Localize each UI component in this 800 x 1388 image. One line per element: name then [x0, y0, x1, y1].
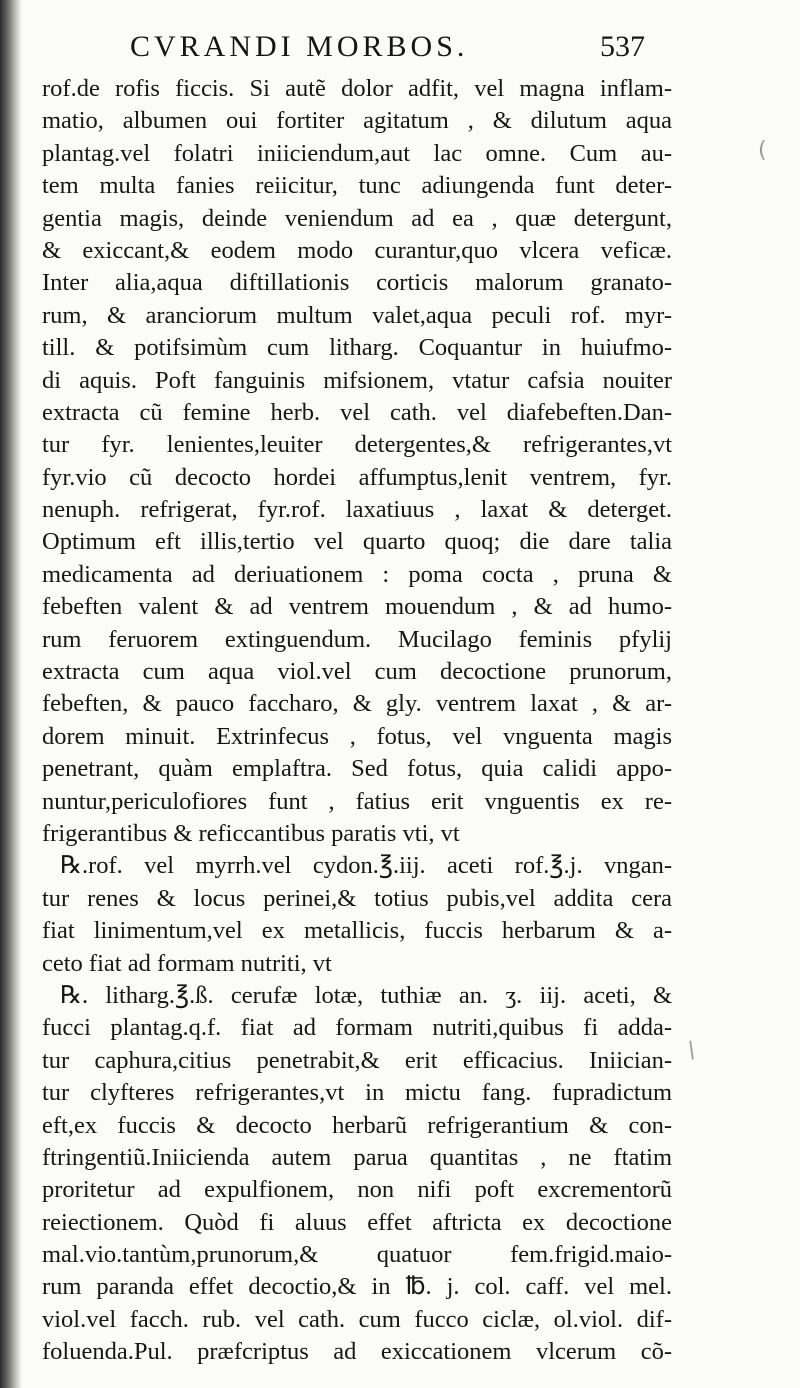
text-line: ceto fiat ad formam nutriti, vt [42, 949, 332, 977]
recipe-line: ℞.rof. vel myrrh.vel cydon.℥.iij. aceti rof.℥.j. vngan- [60, 852, 672, 880]
text-line: fiat linimentum,vel ex metallicis, fuccis herbarum & a- [42, 917, 672, 945]
text-line: nuntur,periculofiores funt , fatius erit vnguentis ex re- [42, 787, 672, 815]
body-text [42, 73, 672, 1369]
margin-stroke-mark: / [683, 1037, 701, 1064]
text-line: Optimum eft illis,tertio vel quarto quoq; die dare talia [42, 528, 672, 556]
text-line: rum paranda effet decoctio,& in ℔. j. col. caff. vel mel. [42, 1273, 672, 1301]
text-line: extracta cum aqua viol.vel cum decoctione prunorum, [42, 658, 672, 686]
text-line: medicamenta ad deriuationem : poma cocta , pruna & [42, 560, 672, 588]
text-line: dorem minuit. Extrinfecus , fotus, vel vnguenta magis [42, 722, 672, 750]
text-line: gentia magis, deinde veniendum ad ea , quæ detergunt, [42, 204, 672, 232]
page-number: 537 [600, 30, 645, 63]
text-line: matio, albumen oui fortiter agitatum , & dilutum aqua [42, 107, 672, 135]
text-line: frigerantibus & reficcantibus paratis vti, vt [42, 819, 460, 847]
text-line: penetrant, quàm emplaftra. Sed fotus, quia calidi appo- [42, 755, 672, 783]
text-line: foluenda.Pul. præfcriptus ad exiccationem vlcerum cõ- [42, 1338, 672, 1366]
text-line: viol.vel facch. rub. vel cath. cum fucco ciclæ, ol.viol. dif- [42, 1305, 672, 1333]
text-line: proritetur ad expulfionem, non nifi poft excrementorũ [42, 1176, 672, 1204]
text-line: tur renes & locus perinei,& totius pubis,vel addita cera [42, 884, 672, 912]
text-line: febeften, & pauco faccharo, & gly. ventrem laxat , & ar- [42, 690, 672, 718]
text-line: fyr.vio cũ decocto hordei affumptus,lenit ventrem, fyr. [42, 463, 672, 491]
text-line: ftringentiũ.Iniicienda autem parua quantitas , ne ftatim [42, 1143, 672, 1171]
text-line: rum, & aranciorum multum valet,aqua peculi rof. myr- [42, 301, 672, 329]
recipe-line: ℞. litharg.℥.ß. cerufæ lotæ, tuthiæ an. ʒ. iij. aceti, & [60, 981, 672, 1009]
text-line: till. & potifsimùm cum litharg. Coquantur in huiufmo- [42, 334, 672, 362]
text-line: fucci plantag.q.f. fiat ad formam nutriti,quibus fi adda- [42, 1014, 672, 1042]
binding-gutter [0, 0, 22, 1388]
text-line: tur clyfteres refrigerantes,vt in mictu fang. fupradictum [42, 1079, 672, 1107]
margin-bracket-mark: ( [758, 138, 767, 163]
text-line: febeften valent & ad ventrem mouendum , & ad humo- [42, 593, 672, 621]
text-line: & exiccant,& eodem modo curantur,quo vlcera veficæ. [42, 236, 672, 264]
text-line: nenuph. refrigerat, fyr.rof. laxatiuus , laxat & deterget. [42, 496, 672, 524]
text-line: extracta cũ femine herb. vel cath. vel diafebeften.Dan- [42, 398, 672, 426]
text-line: tur fyr. lenientes,leuiter detergentes,& refrigerantes,vt [42, 431, 672, 459]
text-line: mal.vio.tantùm,prunorum,& quatuor fem.frigid.maio- [42, 1241, 672, 1269]
text-line: di aquis. Poft fanguinis mifsionem, vtatur cafsia nouiter [42, 366, 672, 394]
text-line: reiectionem. Quòd fi aluus effet aftricta ex decoctione [42, 1208, 672, 1236]
text-line: eft,ex fuccis & decocto herbarũ refrigerantium & con- [42, 1111, 672, 1139]
text-line: rof.de rofis ficcis. Si autẽ dolor adfit, vel magna inflam- [42, 75, 672, 102]
text-line: Inter alia,aqua diftillationis corticis malorum granato- [42, 269, 672, 297]
text-line: rum feruorem extinguendum. Mucilago feminis pfylij [42, 625, 672, 653]
text-line: tur caphura,citius penetrabit,& erit efficacius. Iniician- [42, 1046, 672, 1074]
text-line: plantag.vel folatri iniiciendum,aut lac omne. Cum au- [42, 139, 672, 167]
running-title: CVRANDI MORBOS. [130, 30, 469, 63]
text-line: tem multa fanies reiicitur, tunc adiungenda funt deter- [42, 172, 672, 200]
